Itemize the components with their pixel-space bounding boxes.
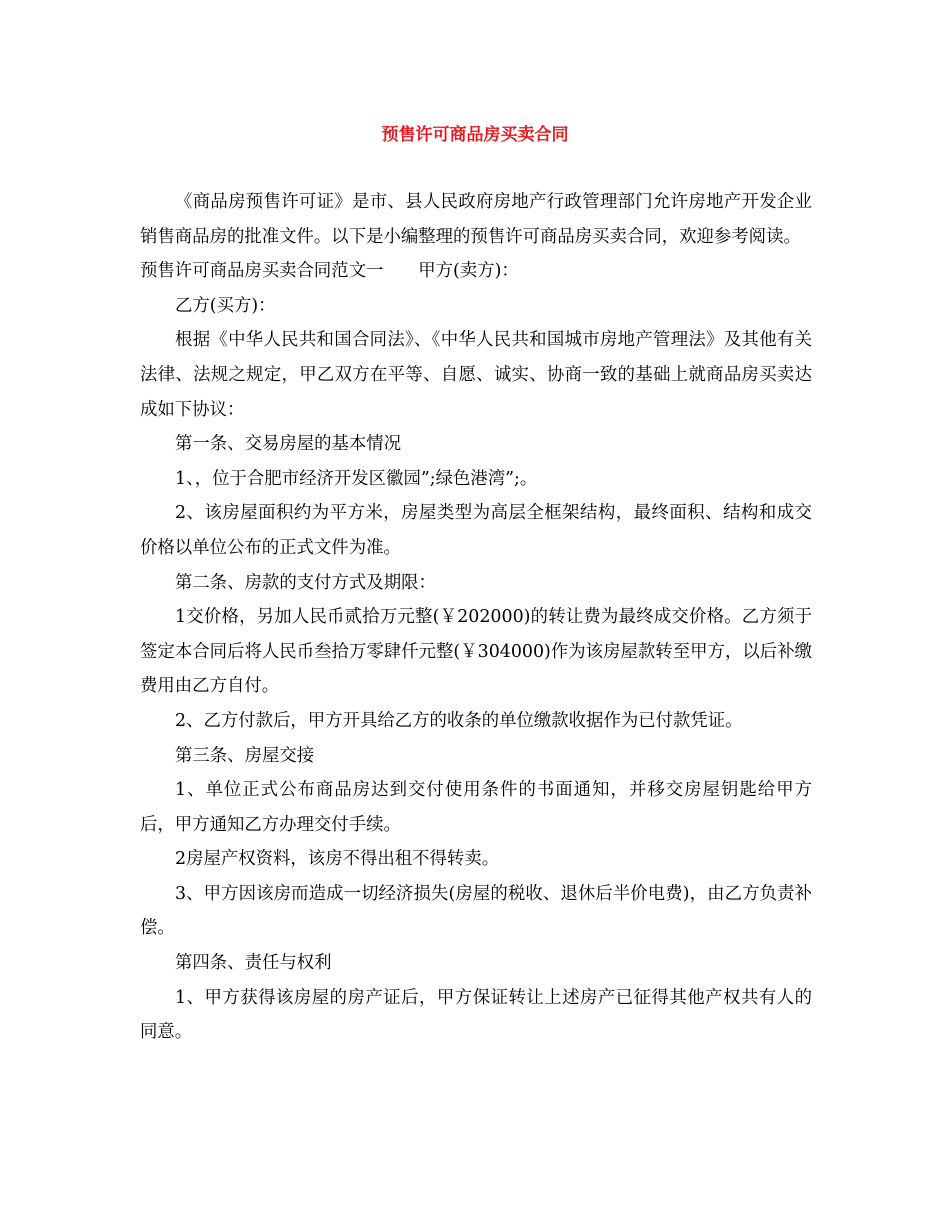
article-2-item-2: 2、乙方付款后，甲方开具给乙方的收条的单位缴款收据作为已付款凭证。 <box>175 710 743 731</box>
article-1-heading: 第一条、交易房屋的基本情况 <box>175 434 402 455</box>
article-4-heading: 第四条、责任与权利 <box>175 953 332 974</box>
article-2-heading: 第二条、房款的支付方式及期限： <box>175 572 436 593</box>
paragraph-sample-heading: 预售许可商品房买卖合同范文一 甲方(卖方)： <box>140 261 519 282</box>
article-3-item-1: 1、单位正式公布商品房达到交付使用条件的书面通知，并移交房屋钥匙给甲方后，甲方通知乙方办理交付手续。 <box>140 780 812 835</box>
article-4-item-1: 1、甲方获得该房屋的房产证后，甲方保证转让上述房产已征得其他产权共有人的同意。 <box>140 987 812 1043</box>
article-3-item-2: 2房屋产权资料，该房不得出租不得转卖。 <box>175 849 500 870</box>
paragraph-legal-basis: 根据《中华人民共和国合同法》、《中华人民共和国城市房地产管理法》及其他有关法律、法规之规定，甲乙双方在平等、自愿、诚实、协商一致的基础上就商品房买卖达成如下协议： <box>140 330 812 420</box>
paragraph-party-b: 乙方(买方)： <box>175 295 276 316</box>
article-1-item-1: 1、，位于合肥市经济开发区徽园”;绿色港湾”;。 <box>175 468 538 489</box>
paragraph-intro: 《商品房预售许可证》是市、县人民政府房地产行政管理部门允许房地产开发企业销售商品房的批准文件。以下是小编整理的预售许可商品房买卖合同，欢迎参考阅读。 <box>140 192 812 247</box>
article-2-item-1: 1交价格，另加人民币贰拾万元整(￥202000)的转让费为最终成交价格。乙方须于签定本合同后将人民币叁拾万零肆仟元整(￥304000)作为该房屋款转至甲方，以后补缴费用由乙方自付。 <box>140 607 812 697</box>
document-body <box>140 185 812 1050</box>
article-3-item-3: 3、甲方因该房而造成一切经济损失(房屋的税收、退休后半价电费)，由乙方负责补偿。 <box>140 883 812 939</box>
article-1-item-2: 2、该房屋面积约为平方米，房屋类型为高层全框架结构，最终面积、结构和成交价格以单位公布的正式文件为准。 <box>140 503 812 558</box>
page-title: 预售许可商品房买卖合同 <box>381 125 569 145</box>
article-3-heading: 第三条、房屋交接 <box>175 745 315 766</box>
